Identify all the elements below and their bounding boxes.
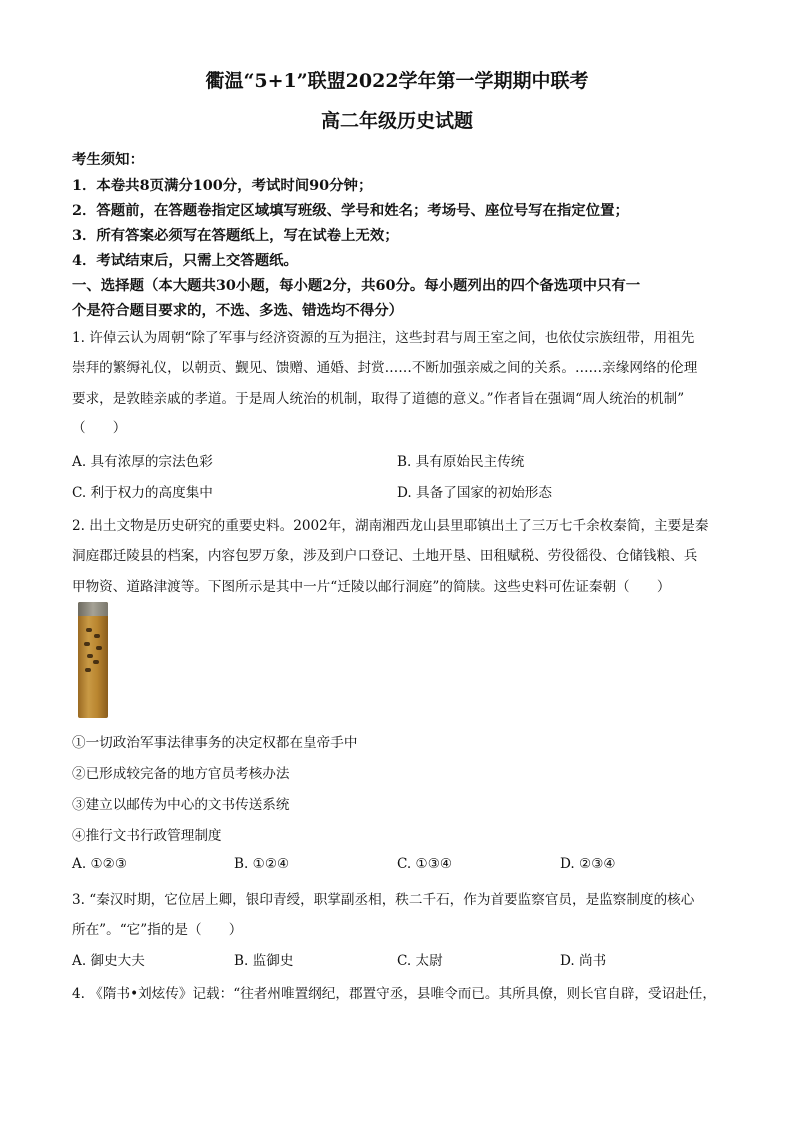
q1-option-d: D. 具备了国家的初始形态	[397, 485, 552, 501]
q2-statement: ④推行文书行政管理制度	[72, 828, 222, 844]
q3-stem: 3. “秦汉时期，它位居上卿，银印青绶，职掌副丞相，秩二千石，作为首要监察官员，是监察制度的核心	[72, 892, 695, 908]
q2-statement: ②已形成较完备的地方官员考核办法	[72, 766, 290, 782]
q2-stem: 甲物资、道路津渡等。下图所示是其中一片“迁陵以邮行洞庭”的简牍。这些史料可佐证秦朝（ ）	[72, 579, 671, 595]
q1-option-b: B. 具有原始民主传统	[397, 454, 525, 470]
q3-option-b: B. 监御史	[234, 953, 294, 969]
q2-option-c: C. ①③④	[397, 856, 453, 872]
q1-stem: 1. 许倬云认为周朝“除了军事与经济资源的互为挹注，这些封君与周王室之间，也依仗宗族纽带，用祖先	[72, 330, 695, 346]
bamboo-slip-image	[78, 602, 108, 718]
q2-stem: 洞庭郡迁陵县的档案，内容包罗万象，涉及到户口登记、土地开垦、田租赋税、劳役徭役、仓储钱粮、兵	[72, 548, 698, 564]
notice-heading: 考生须知：	[72, 151, 144, 168]
notice-item: 4．考试结束后，只需上交答题纸。	[72, 252, 298, 269]
exam-title: 衢温“5+1”联盟2022学年第一学期期中联考	[205, 70, 589, 92]
q2-option-d: D. ②③④	[560, 856, 616, 872]
q2-option-b: B. ①②④	[234, 856, 290, 872]
q2-statement: ①一切政治军事法律事务的决定权都在皇帝手中	[72, 735, 358, 751]
q2-option-a: A. ①②③	[72, 856, 128, 872]
q3-option-a: A. 御史大夫	[72, 953, 145, 969]
exam-subtitle: 高二年级历史试题	[320, 110, 473, 132]
q4-stem: 4. 《隋书•刘炫传》记载：“往者州唯置纲纪，郡置守丞，县唯令而已。其所具僚，则长官自辟，受诏赴任，	[72, 986, 716, 1002]
q2-stem: 2. 出土文物是历史研究的重要史料。2002年，湖南湘西龙山县里耶镇出土了三万七千余枚秦简，主要是秦	[72, 518, 709, 534]
notice-item: 1．本卷共8页满分100分，考试时间90分钟；	[72, 177, 373, 194]
section-heading-cont: 个是符合题目要求的，不选、多选、错选均不得分）	[72, 302, 403, 319]
q3-option-c: C. 太尉	[397, 953, 443, 969]
q3-option-d: D. 尚书	[560, 953, 607, 969]
q1-option-a: A. 具有浓厚的宗法色彩	[72, 454, 213, 470]
notice-item: 3．所有答案必须写在答题纸上，写在试卷上无效；	[72, 227, 399, 244]
q3-stem: 所在”。“它”指的是（ ）	[72, 922, 243, 938]
q1-stem: 崇拜的繁缛礼仪，以朝贡、觐见、馈赠、通婚、封赏……不断加强亲威之间的关系。……亲缘网络的伦理	[72, 360, 698, 376]
q1-option-c: C. 利于权力的高度集中	[72, 485, 213, 501]
section-heading: 一、选择题（本大题共30小题，每小题2分，共60分。每小题列出的四个备选项中只有一	[72, 277, 641, 294]
q2-statement: ③建立以邮传为中心的文书传送系统	[72, 797, 290, 813]
q1-stem: 要求，是敦睦亲戚的孝道。于是周人统治的机制，取得了道德的意义。”作者旨在强调“周人统治的机制”	[72, 391, 685, 407]
notice-item: 2．答题前，在答题卷指定区域填写班级、学号和姓名；考场号、座位号写在指定位置；	[72, 202, 629, 219]
q1-stem: （ ）	[72, 420, 127, 436]
